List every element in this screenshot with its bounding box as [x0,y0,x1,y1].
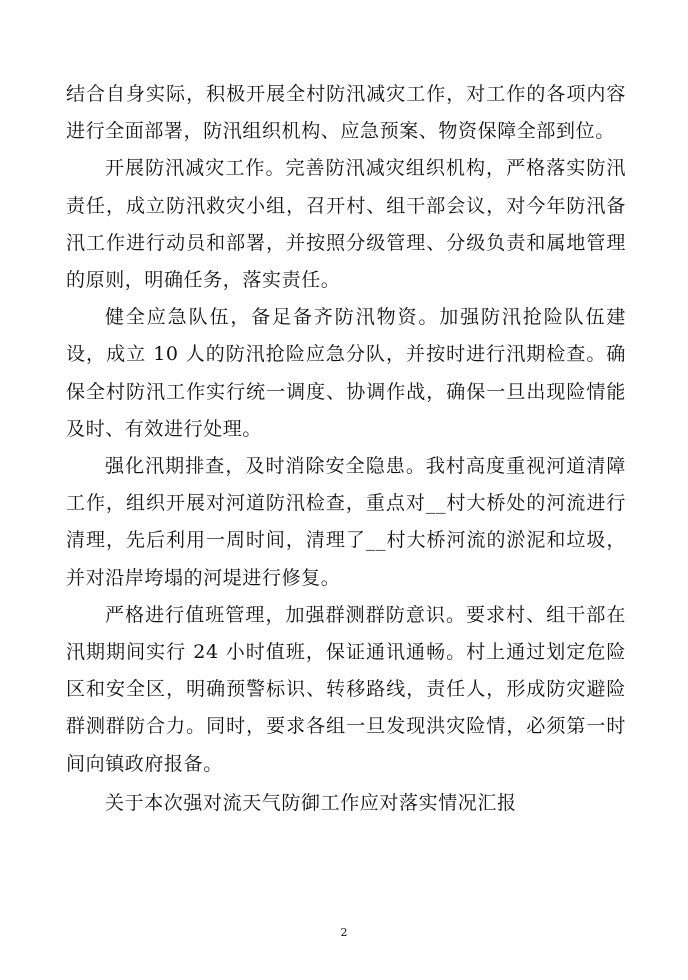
body-paragraph-disaster-work: 开展防汛减灾工作。完善防汛减灾组织机构，严格落实防汛责任，成立防汛救灾小组，召开村、组干部会议，对今年防汛备汛工作进行动员和部署，并按照分级管理、分级负责和属地管理的原则，明确任务，落实责任。 [66,157,626,292]
body-paragraph-flood-inspection: 强化汛期排查，及时消除安全隐患。我村高度重视河道清障工作，组织开展对河道防汛检查，重点对__村大桥处的河流进行清理，先后利用一周时间，清理了__村大桥河流的淤泥和垃圾，并对沿岸垮塌的河堤进行修复。 [66,455,626,589]
body-paragraph-duty-management: 严格进行值班管理，加强群测群防意识。要求村、组干部在汛期期间实行 24 小时值班，保证通讯通畅。村上通过划定危险区和安全区，明确预警标识、转移路线，责任人，形成防灾避险群测群防合力。同时，要求各组一旦发现洪灾险情，必须第一时间向镇政府报备。 [66,603,626,775]
body-paragraph-intro: 结合自身实际，积极开展全村防汛减灾工作，对工作的各项内容进行全面部署，防汛组织机构、应急预案、物资保障全部到位。 [66,83,626,143]
document-body [66,76,626,783]
section-title: 关于本次强对流天气防御工作应对落实情况汇报 [105,792,517,814]
body-paragraph-emergency-team: 健全应急队伍，备足备齐防汛物资。加强防汛抢险队伍建设，成立 10 人的防汛抢险应急分队，并按时进行汛期检查。确保全村防汛工作实行统一调度、协调作战，确保一旦出现险情能及时、有效进行处理。 [66,306,626,440]
page-number: 2 [340,926,348,939]
